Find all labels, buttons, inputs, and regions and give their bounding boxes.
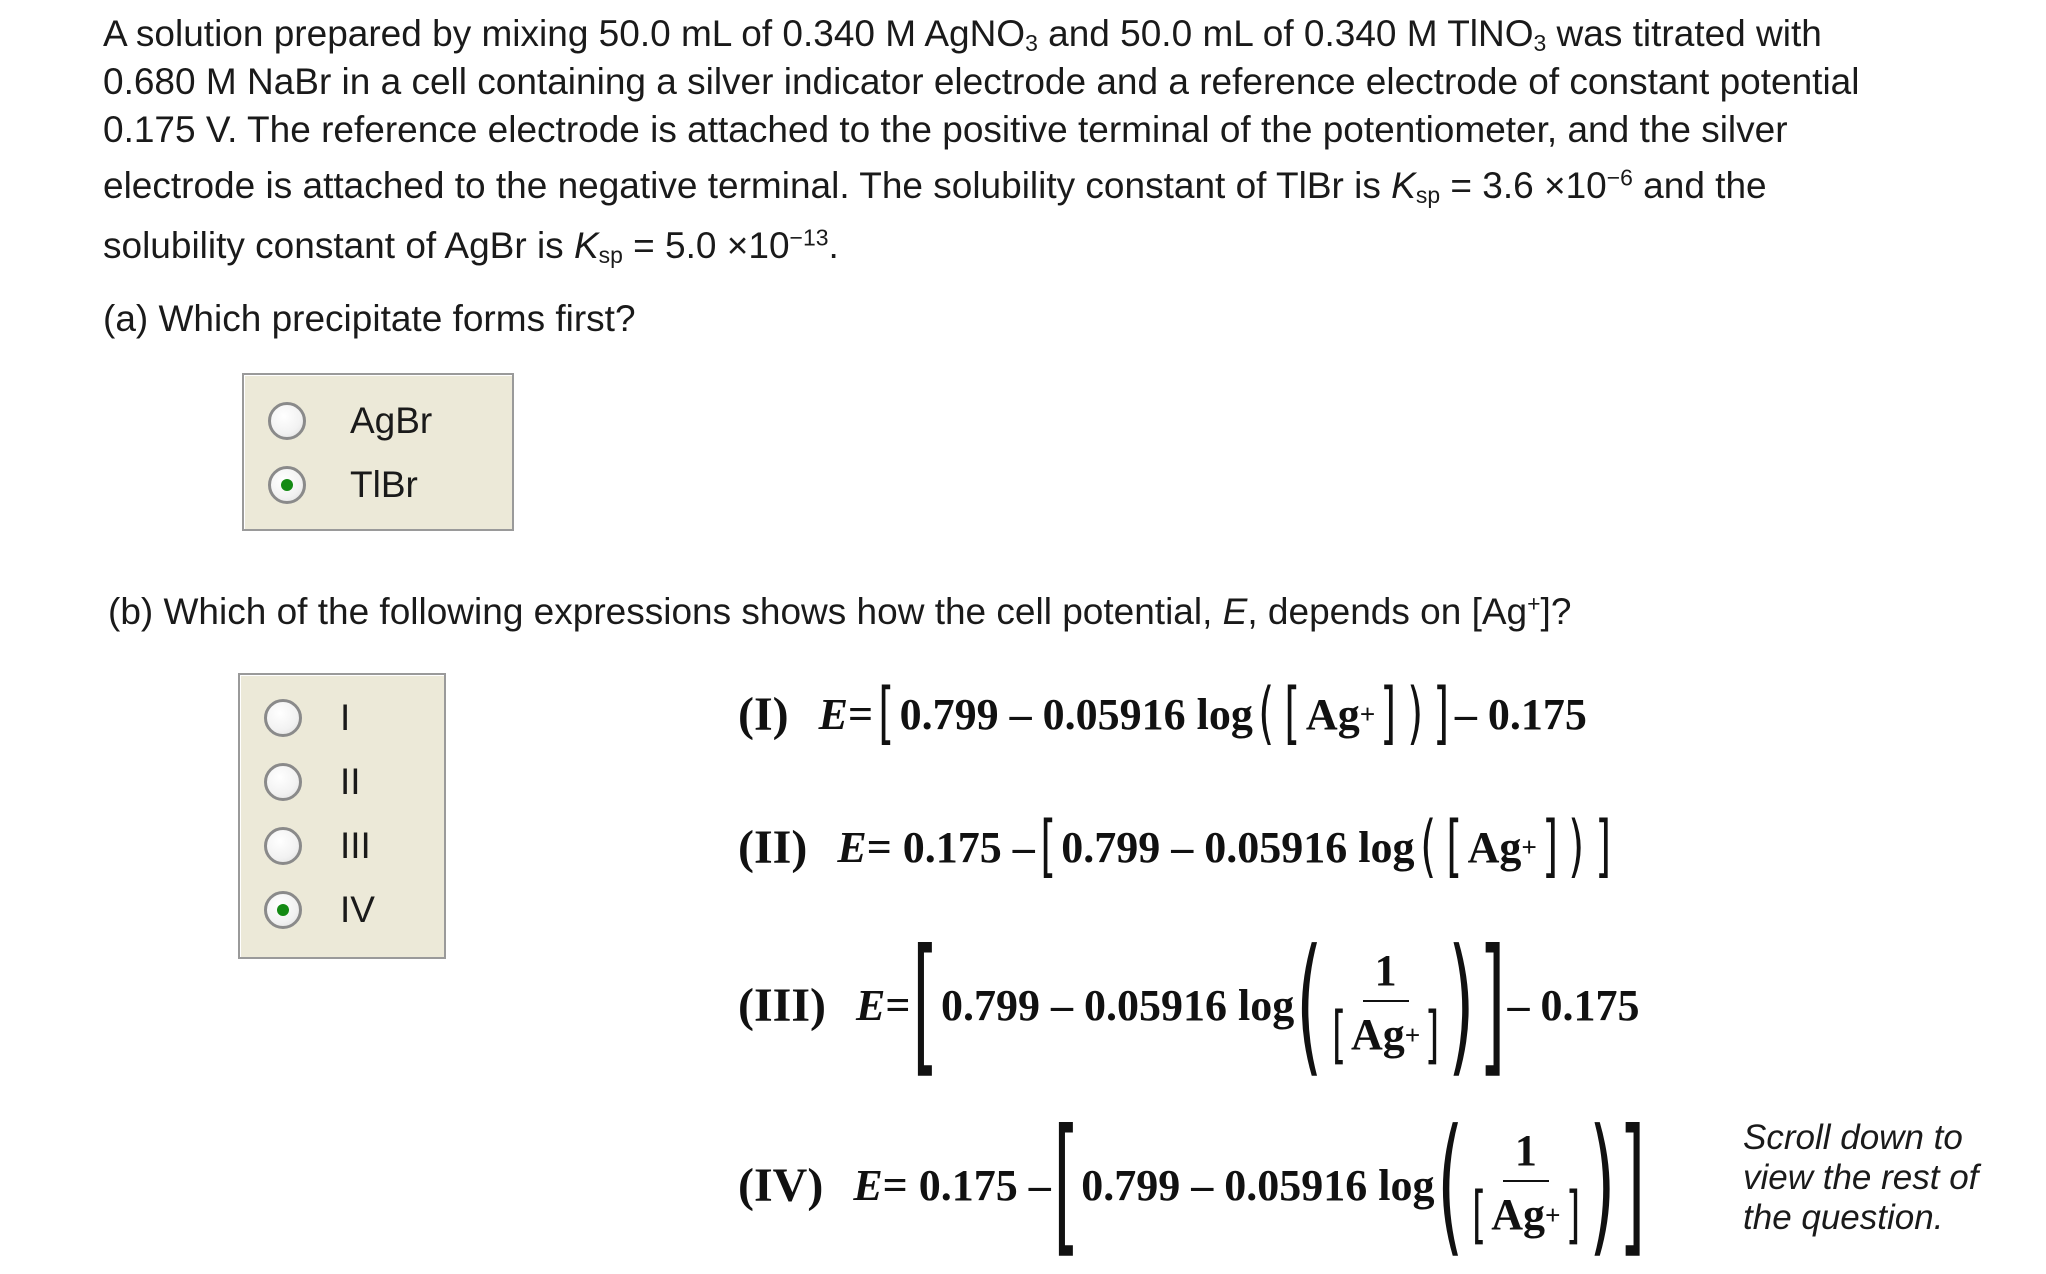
choice-tlbr[interactable] xyxy=(244,457,418,513)
left-paren: ( xyxy=(1419,807,1436,886)
right-bracket: ] xyxy=(1380,674,1397,753)
subscript: 3 xyxy=(1533,30,1547,57)
equation-number: (III) xyxy=(738,978,827,1032)
choice-label: TlBr xyxy=(350,464,418,505)
choice-ii[interactable] xyxy=(240,754,361,810)
choice-iii[interactable] xyxy=(240,818,371,874)
ksp-value: = 5.0 ×10 xyxy=(622,225,790,266)
problem-text: . xyxy=(828,225,839,266)
problem-line-4 xyxy=(103,162,2003,210)
right-bracket: ] xyxy=(1425,997,1440,1071)
choice-label: III xyxy=(340,825,371,866)
radio-iii[interactable] xyxy=(264,827,302,865)
problem-text: and the xyxy=(1632,165,1767,206)
equation-body: E = [ 0.799 – 0.05916 log ( [ Ag + ] ) ] – 0.175 xyxy=(818,674,1587,753)
question-b-prompt xyxy=(108,590,1571,634)
fraction xyxy=(1467,1125,1585,1251)
eq-part: = xyxy=(885,980,911,1030)
fraction-numerator: 1 xyxy=(1503,1125,1549,1182)
problem-text: solubility constant of AgBr is xyxy=(103,225,574,266)
left-bracket: [ xyxy=(878,674,895,753)
right-bracket: ] xyxy=(1542,807,1559,886)
eq-variable: E xyxy=(837,822,867,872)
eq-part: 0.799 – 0.05916 log xyxy=(1081,1160,1435,1210)
problem-line-1 xyxy=(103,10,2003,58)
problem-text: was titrated with xyxy=(1546,13,1822,54)
prompt-text: ]? xyxy=(1540,591,1572,632)
prompt-text: (b) Which of the following expressions shows how the cell potential, xyxy=(108,591,1223,632)
fraction-denominator: [ Ag + ] xyxy=(1331,997,1440,1071)
equation-body: E = 0.175 – [ 0.799 – 0.05916 log ( [ Ag + ] ) ] xyxy=(837,807,1612,886)
eq-variable: E xyxy=(856,980,886,1030)
ksp-value: = 3.6 ×10 xyxy=(1440,165,1607,206)
problem-text: and 50.0 mL of 0.340 M TlNO xyxy=(1037,13,1534,54)
problem-line-3: 0.175 V. The reference electrode is attached to the positive terminal of the potentiometer, and the silver xyxy=(103,109,1788,150)
subscript: sp xyxy=(598,242,623,269)
eq-part: 0.799 – 0.05916 log xyxy=(1061,822,1415,872)
superscript: + xyxy=(1527,590,1541,617)
eq-part: – 0.175 xyxy=(1507,980,1640,1030)
left-bracket: [ xyxy=(1446,807,1463,886)
fraction xyxy=(1327,945,1445,1071)
eq-ag: Ag xyxy=(1350,1010,1405,1059)
problem-line-2: 0.680 M NaBr in a cell containing a silver indicator electrode and a reference electrode of constant potential xyxy=(103,61,1860,102)
eq-part: 0.799 – 0.05916 log xyxy=(899,689,1253,739)
prompt-variable: E xyxy=(1222,591,1248,632)
eq-ag: Ag xyxy=(1467,822,1522,872)
problem-line-5 xyxy=(103,222,2003,270)
problem-text: A solution prepared by mixing 50.0 mL of 0.340 M AgNO xyxy=(103,13,1026,54)
equation-body xyxy=(856,918,1640,1092)
eq-ag: Ag xyxy=(1491,1190,1546,1239)
ksp-symbol: K xyxy=(1391,165,1416,206)
choice-label: I xyxy=(340,697,351,738)
eq-ag: Ag xyxy=(1305,689,1360,739)
eq-variable: E xyxy=(818,689,849,739)
left-bracket: [ xyxy=(1052,1098,1080,1272)
scroll-note: Scroll down to view the rest of the question. xyxy=(1743,1118,1979,1237)
question-a-prompt: (a) Which precipitate forms first? xyxy=(103,298,636,339)
choice-label: II xyxy=(340,761,361,802)
radio-tlbr[interactable] xyxy=(268,466,306,504)
question-a-choices xyxy=(242,373,514,531)
eq-part: = 0.175 – xyxy=(882,1160,1051,1210)
radio-agbr[interactable] xyxy=(268,402,306,440)
eq-part: – 0.175 xyxy=(1454,689,1587,739)
radio-iv[interactable] xyxy=(264,891,302,929)
eq-part: = 0.175 – xyxy=(866,822,1035,872)
right-bracket: ] xyxy=(1595,807,1612,886)
right-paren: ) xyxy=(1568,807,1585,886)
right-bracket: ] xyxy=(1479,918,1506,1092)
left-bracket: [ xyxy=(1040,807,1056,886)
choice-agbr[interactable] xyxy=(244,393,432,449)
eq-part: = xyxy=(848,689,874,739)
equation-iii xyxy=(738,918,1640,1092)
left-paren: ( xyxy=(1296,918,1323,1092)
ksp-symbol: K xyxy=(573,225,599,266)
left-bracket: [ xyxy=(1284,674,1301,753)
equation-number: (II) xyxy=(738,820,808,874)
problem-text: electrode is attached to the negative terminal. The solubility constant of TlBr is xyxy=(103,165,1392,206)
subscript: 3 xyxy=(1025,30,1038,57)
exponent: −13 xyxy=(789,224,829,251)
left-bracket: [ xyxy=(912,918,939,1092)
right-paren: ) xyxy=(1588,1098,1616,1272)
subscript: sp xyxy=(1415,182,1441,209)
equation-body xyxy=(853,1098,1648,1272)
equation-number: (IV) xyxy=(738,1158,824,1212)
choice-label: AgBr xyxy=(350,400,433,441)
left-bracket: [ xyxy=(1471,1177,1487,1251)
right-paren: ) xyxy=(1448,918,1475,1092)
radio-i[interactable] xyxy=(264,699,302,737)
equation-ii xyxy=(738,807,1617,886)
radio-ii[interactable] xyxy=(264,763,302,801)
fraction-numerator: 1 xyxy=(1363,945,1409,1002)
left-paren: ( xyxy=(1258,674,1275,753)
left-bracket: [ xyxy=(1331,997,1347,1071)
equation-i xyxy=(738,674,1587,753)
question-b-choices xyxy=(238,673,446,959)
equation-number: (I) xyxy=(738,687,789,741)
eq-variable: E xyxy=(853,1160,883,1210)
left-paren: ( xyxy=(1436,1098,1463,1272)
right-bracket: ] xyxy=(1565,1177,1580,1251)
equation-iv xyxy=(738,1098,1648,1272)
right-bracket: ] xyxy=(1433,674,1450,753)
fraction-denominator: [ Ag + ] xyxy=(1471,1177,1580,1251)
right-paren: ) xyxy=(1407,674,1424,753)
right-bracket: ] xyxy=(1619,1098,1646,1272)
prompt-text: , depends on [Ag xyxy=(1247,591,1528,632)
eq-part: 0.799 – 0.05916 log xyxy=(940,980,1295,1030)
problem-statement xyxy=(103,10,2003,270)
choice-label: IV xyxy=(340,889,375,930)
exponent: −6 xyxy=(1606,164,1633,191)
choice-iv[interactable] xyxy=(240,882,375,938)
choice-i[interactable] xyxy=(240,690,350,746)
